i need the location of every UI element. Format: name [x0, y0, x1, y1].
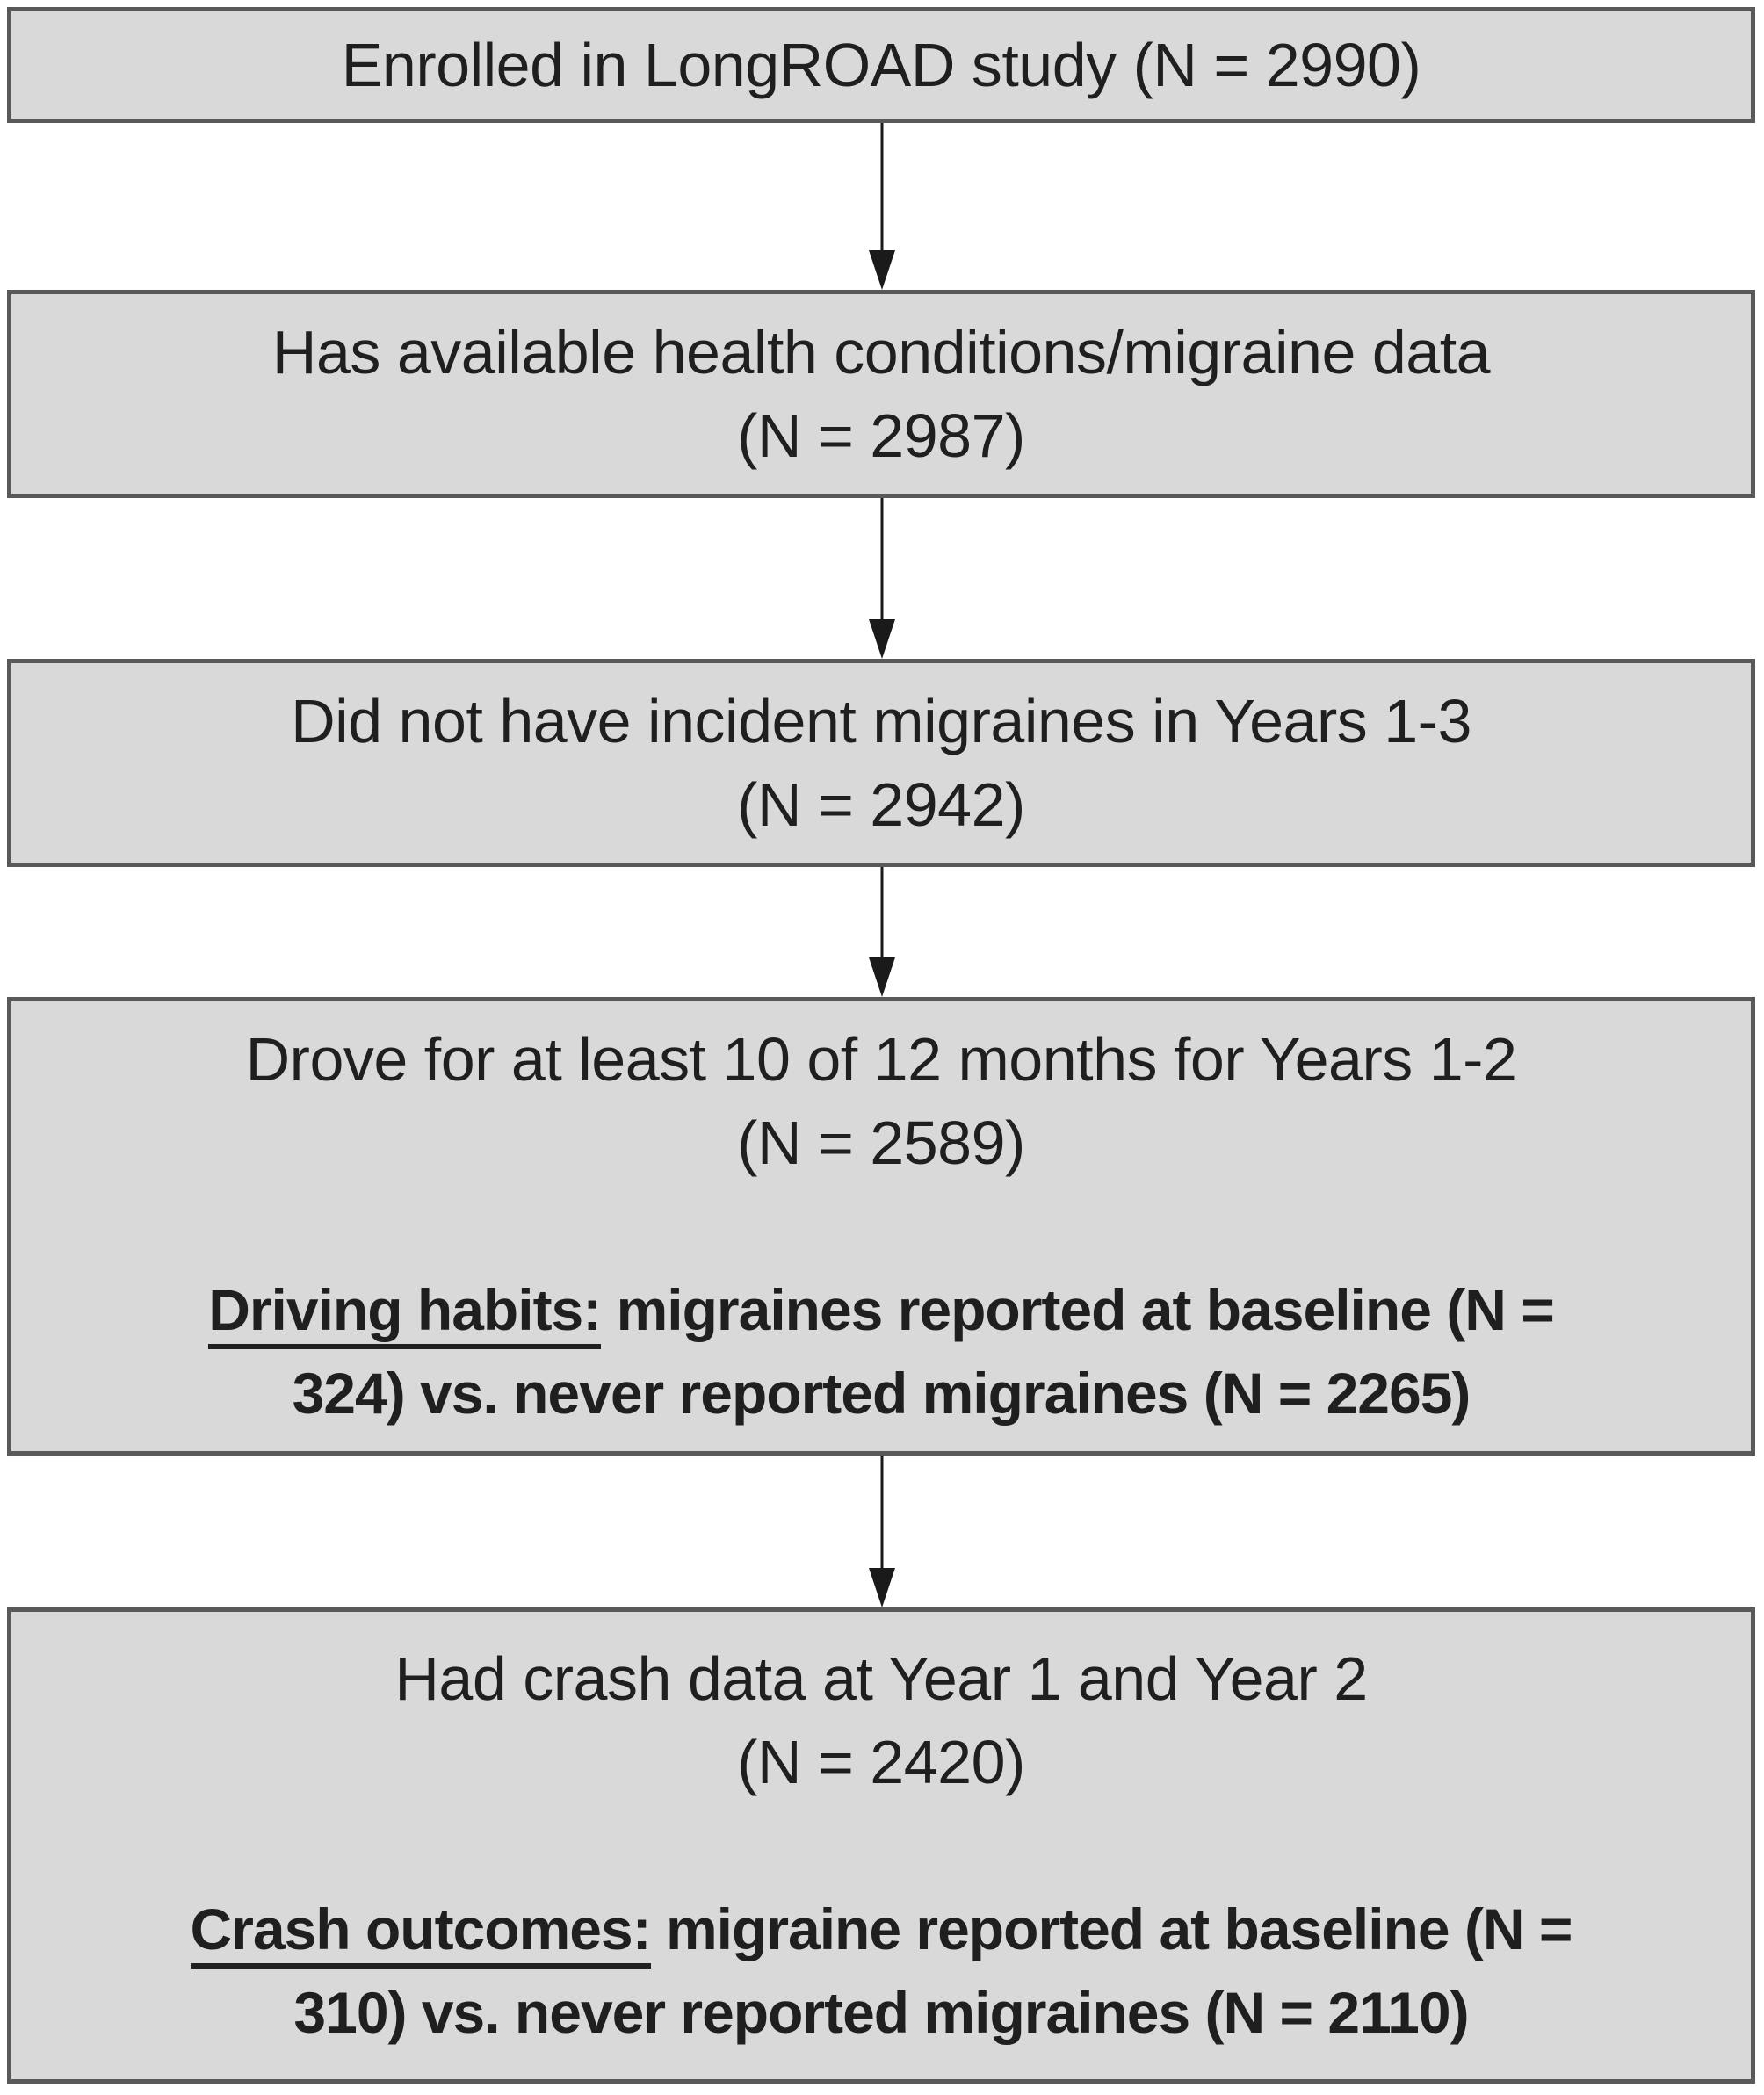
arrow-down-icon: [864, 1456, 900, 1607]
box-text-line: Drove for at least 10 of 12 months for Years 1-2: [245, 1024, 1517, 1094]
subgroup-text: migraine reported at baseline (N =: [650, 1896, 1572, 1961]
flow-box-drove-10-of-12-months: [7, 997, 1755, 1456]
subgroup-note-crash-outcomes: [191, 1888, 1572, 2055]
box-text-line: Enrolled in LongROAD study (N = 2990): [341, 30, 1421, 99]
box-n-line: (N = 2987): [737, 401, 1025, 470]
box-text-line: Did not have incident migraines in Years 1-3: [291, 686, 1471, 755]
subgroup-label: Crash outcomes:: [191, 1896, 651, 1969]
box-n-line: (N = 2589): [737, 1108, 1025, 1177]
subgroup-note-driving-habits: [208, 1268, 1554, 1435]
box-n-line: (N = 2942): [737, 769, 1025, 839]
arrow-down-icon: [864, 867, 900, 997]
box-text-line: Had crash data at Year 1 and Year 2: [394, 1643, 1368, 1713]
flow-box-no-incident-migraines: [7, 659, 1755, 867]
subgroup-text-line2: 310) vs. never reported migraines (N = 2110): [293, 1979, 1469, 2045]
subgroup-label: Driving habits:: [208, 1277, 601, 1349]
subgroup-text: migraines reported at baseline (N =: [601, 1276, 1554, 1342]
box-text-line: Has available health conditions/migraine data: [271, 317, 1491, 386]
arrow-down-icon: [864, 498, 900, 659]
box-n-line: (N = 2420): [737, 1727, 1025, 1796]
flow-box-crash-data: [7, 1607, 1755, 2084]
flow-box-enrolled: [7, 7, 1755, 123]
flow-box-health-data: [7, 290, 1755, 498]
arrow-down-icon: [864, 123, 900, 290]
subgroup-text-line2: 324) vs. never reported migraines (N = 2265): [292, 1360, 1471, 1426]
